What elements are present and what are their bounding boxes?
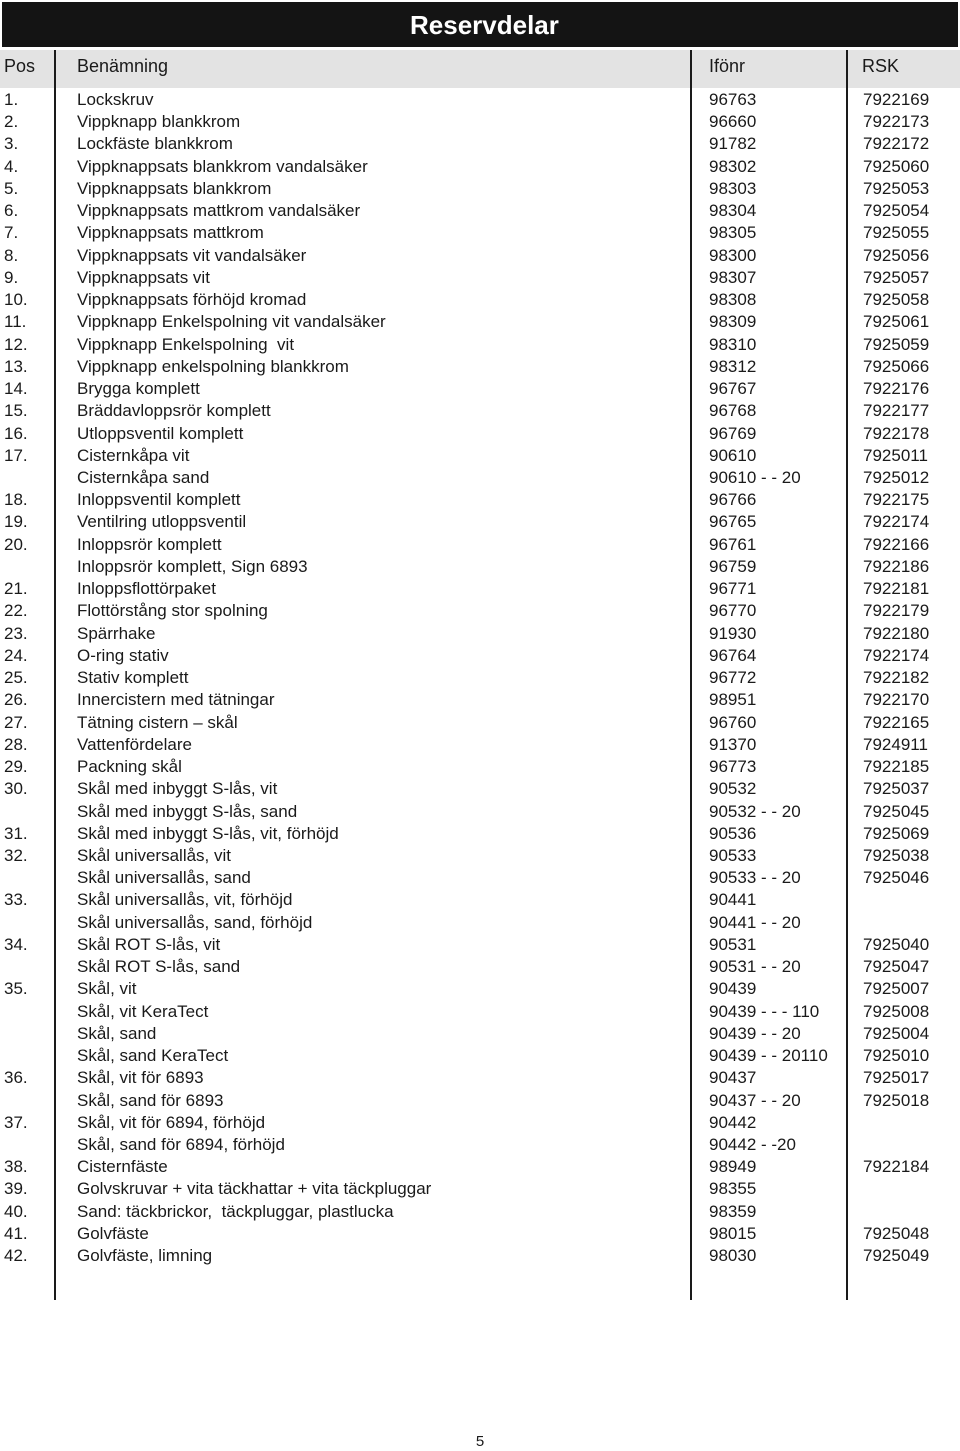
table-row xyxy=(0,267,960,289)
table-row xyxy=(0,778,960,800)
rsk-cell: 7925057 xyxy=(863,267,930,287)
name-cell: Skål, vit för 6893 xyxy=(77,1068,204,1088)
table-row xyxy=(0,623,960,645)
rsk-cell: 7925018 xyxy=(863,1090,930,1110)
rsk-cell: 7922177 xyxy=(863,401,930,421)
rsk-cell: 7925008 xyxy=(863,1001,930,1021)
pos-cell: 41. xyxy=(4,1223,28,1243)
nr-cell: 96763 xyxy=(709,90,757,109)
nr-cell: 96770 xyxy=(709,601,757,621)
name-cell: Golvfäste, limning xyxy=(77,1246,213,1266)
nr-cell: 96759 xyxy=(709,556,757,576)
header-rsk: RSK xyxy=(862,56,900,76)
name-cell: Bräddavloppsrör komplett xyxy=(77,401,271,421)
nr-cell: 90437 xyxy=(709,1068,757,1088)
pos-cell: 24. xyxy=(4,645,28,665)
name-cell: Sand: täckbrickor, täckpluggar, plastlucka xyxy=(77,1201,394,1221)
rsk-cell: 7925017 xyxy=(863,1068,930,1088)
table-row xyxy=(0,1090,960,1112)
nr-cell: 90610 xyxy=(709,445,757,465)
table-row xyxy=(0,1201,960,1223)
nr-cell: 90441 xyxy=(709,890,757,910)
nr-cell: 90437 - - 20 xyxy=(709,1090,801,1110)
rsk-cell: 7925058 xyxy=(863,290,930,310)
table-row xyxy=(0,845,960,867)
nr-cell: 90441 - - 20 xyxy=(709,912,801,932)
table-row xyxy=(0,956,960,978)
table-row xyxy=(0,689,960,711)
pos-cell: 23. xyxy=(4,623,28,643)
name-cell: Spärrhake xyxy=(77,623,156,643)
rsk-cell: 7925011 xyxy=(863,445,928,465)
name-cell: Skål universallås, vit, förhöjd xyxy=(77,890,293,910)
name-cell: Golvfäste xyxy=(77,1223,149,1243)
table-row xyxy=(0,645,960,667)
nr-cell: 96760 xyxy=(709,712,757,732)
table-row xyxy=(0,912,960,934)
table-row xyxy=(0,334,960,356)
nr-cell: 90610 - - 20 xyxy=(709,467,801,487)
name-cell: Vippknappsats vit vandalsäker xyxy=(77,245,307,265)
pos-cell: 32. xyxy=(4,845,28,865)
nr-cell: 96768 xyxy=(709,401,757,421)
name-cell: Flottörstång stor spolning xyxy=(77,601,268,621)
name-cell: Golvskruvar + vita täckhattar + vita täckpluggar xyxy=(77,1179,432,1199)
rsk-cell: 7924911 xyxy=(863,734,928,754)
name-cell: Cisternkåpa vit xyxy=(77,445,190,465)
nr-cell: 96767 xyxy=(709,379,757,399)
pos-cell: 4. xyxy=(4,156,19,176)
rsk-cell: 7925056 xyxy=(863,245,930,265)
table-row xyxy=(0,889,960,911)
pos-cell: 10. xyxy=(4,290,28,310)
rsk-cell: 7922179 xyxy=(863,601,930,621)
nr-cell: 96766 xyxy=(709,490,757,510)
nr-cell: 98312 xyxy=(709,356,757,376)
name-cell: Skål, sand för 6893 xyxy=(77,1090,224,1110)
name-cell: Skål universallås, sand xyxy=(77,868,251,888)
name-cell: Lockfäste blankkrom xyxy=(77,134,233,154)
table-row xyxy=(0,489,960,511)
rsk-cell: 7925037 xyxy=(863,779,930,799)
nr-cell: 96761 xyxy=(709,534,757,554)
nr-cell: 98015 xyxy=(709,1223,757,1243)
table-row xyxy=(0,1134,960,1156)
table-row xyxy=(0,89,960,111)
rsk-cell: 7922178 xyxy=(863,423,930,443)
table-row xyxy=(0,978,960,1000)
name-cell: Skål ROT S-lås, sand xyxy=(77,957,241,977)
table-row xyxy=(0,1067,960,1089)
pos-cell: 25. xyxy=(4,668,28,688)
rsk-cell: 7925045 xyxy=(863,801,930,821)
nr-cell: 96764 xyxy=(709,645,757,665)
nr-cell: 98310 xyxy=(709,334,757,354)
name-cell: Cisternfäste xyxy=(77,1157,168,1177)
table-row xyxy=(0,667,960,689)
table-row xyxy=(0,556,960,578)
rsk-cell: 7922170 xyxy=(863,690,930,710)
table-row xyxy=(0,934,960,956)
name-cell: Brygga komplett xyxy=(77,379,200,399)
name-cell: Innercistern med tätningar xyxy=(77,690,275,710)
rsk-cell: 7925047 xyxy=(863,957,930,977)
pos-cell: 35. xyxy=(4,979,28,999)
table-row xyxy=(0,756,960,778)
rsk-cell: 7922185 xyxy=(863,757,930,777)
rsk-cell: 7922173 xyxy=(863,112,930,132)
nr-cell: 90442 xyxy=(709,1112,757,1132)
table-row xyxy=(0,867,960,889)
name-cell: Ventilring utloppsventil xyxy=(77,512,247,532)
nr-cell: 90531 - - 20 xyxy=(709,957,801,977)
table-row xyxy=(0,1023,960,1045)
table-row xyxy=(0,156,960,178)
nr-cell: 91782 xyxy=(709,134,757,154)
rsk-cell: 7922182 xyxy=(863,668,930,688)
table-row xyxy=(0,1045,960,1067)
name-cell: Skål, vit för 6894, förhöjd xyxy=(77,1112,266,1132)
table-row xyxy=(0,289,960,311)
pos-cell: 40. xyxy=(4,1201,28,1221)
rsk-cell: 7922186 xyxy=(863,556,930,576)
rsk-cell: 7925055 xyxy=(863,223,930,243)
table-row xyxy=(0,222,960,244)
nr-cell: 91930 xyxy=(709,623,757,643)
table-row xyxy=(0,801,960,823)
pos-cell: 11. xyxy=(4,312,27,332)
table-row xyxy=(0,1178,960,1200)
table-row xyxy=(0,445,960,467)
nr-cell: 98308 xyxy=(709,290,757,310)
name-cell: Skål universallås, vit xyxy=(77,845,232,865)
nr-cell: 98951 xyxy=(709,690,757,710)
pos-cell: 19. xyxy=(4,512,28,532)
table-row xyxy=(0,578,960,600)
nr-cell: 90439 xyxy=(709,979,757,999)
name-cell: Tätning cistern – skål xyxy=(77,712,238,732)
table-row xyxy=(0,511,960,533)
rsk-cell: 7922174 xyxy=(863,645,930,665)
rsk-cell: 7925053 xyxy=(863,178,930,198)
nr-cell: 96773 xyxy=(709,757,757,777)
nr-cell: 90532 xyxy=(709,779,757,799)
rsk-cell: 7922165 xyxy=(863,712,930,732)
name-cell: Stativ komplett xyxy=(77,668,189,688)
table-row xyxy=(0,600,960,622)
nr-cell: 98307 xyxy=(709,267,757,287)
nr-cell: 90536 xyxy=(709,823,757,843)
rsk-cell: 7925040 xyxy=(863,934,930,954)
pos-cell: 16. xyxy=(4,423,28,443)
page-number: 5 xyxy=(475,1433,485,1450)
name-cell: Skål, vit xyxy=(77,979,137,999)
table-row xyxy=(0,400,960,422)
rsk-cell: 7922172 xyxy=(863,134,930,154)
name-cell: Vippknappsats mattkrom vandalsäker xyxy=(77,201,361,221)
pos-cell: 15. xyxy=(4,401,28,421)
name-cell: Skål med inbyggt S-lås, sand xyxy=(77,801,298,821)
rsk-cell: 7925012 xyxy=(863,467,930,487)
name-cell: Inloppsflottörpaket xyxy=(77,579,216,599)
parts-table xyxy=(0,89,960,1267)
name-cell: Vippknapp Enkelspolning vit vandalsäker xyxy=(77,312,386,332)
rsk-cell: 7925049 xyxy=(863,1246,930,1266)
name-cell: Vippknappsats blankkrom xyxy=(77,178,272,198)
pos-cell: 14. xyxy=(4,379,28,399)
nr-cell: 98305 xyxy=(709,223,757,243)
table-row xyxy=(0,356,960,378)
pos-cell: 31. xyxy=(4,823,28,843)
rsk-cell: 7925004 xyxy=(863,1023,930,1043)
pos-cell: 6. xyxy=(4,201,19,221)
name-cell: Inloppsventil komplett xyxy=(77,490,241,510)
name-cell: Vippknappsats förhöjd kromad xyxy=(77,290,307,310)
rsk-cell: 7925046 xyxy=(863,868,930,888)
table-row xyxy=(0,245,960,267)
title-bar xyxy=(2,2,958,47)
nr-cell: 98303 xyxy=(709,178,757,198)
table-row xyxy=(0,1112,960,1134)
pos-cell: 30. xyxy=(4,779,28,799)
nr-cell: 98355 xyxy=(709,1179,757,1199)
nr-cell: 90439 - - 20110 xyxy=(709,1046,828,1066)
nr-cell: 90439 - - 20 xyxy=(709,1023,801,1043)
nr-cell: 90532 - - 20 xyxy=(709,801,801,821)
pos-cell: 22. xyxy=(4,601,28,621)
nr-cell: 90533 - - 20 xyxy=(709,868,801,888)
nr-cell: 96769 xyxy=(709,423,757,443)
table-row xyxy=(0,1001,960,1023)
name-cell: Skål med inbyggt S-lås, vit xyxy=(77,779,278,799)
table-row xyxy=(0,1245,960,1267)
name-cell: Vippknappsats mattkrom xyxy=(77,223,264,243)
rsk-cell: 7925054 xyxy=(863,201,930,221)
nr-cell: 90533 xyxy=(709,845,757,865)
name-cell: Vippknapp enkelspolning blankkrom xyxy=(77,356,349,376)
pos-cell: 37. xyxy=(4,1112,28,1132)
header-pos: Pos xyxy=(4,56,36,76)
pos-cell: 33. xyxy=(4,890,28,910)
nr-cell: 98302 xyxy=(709,156,757,176)
rsk-cell: 7925061 xyxy=(863,312,930,332)
pos-cell: 9. xyxy=(4,267,19,287)
name-cell: Vippknapp blankkrom xyxy=(77,112,241,132)
rsk-cell: 7922180 xyxy=(863,623,930,643)
pos-cell: 42. xyxy=(4,1246,28,1266)
nr-cell: 91370 xyxy=(709,734,757,754)
pos-cell: 17. xyxy=(4,445,28,465)
rsk-cell: 7922166 xyxy=(863,534,930,554)
name-cell: Vattenfördelare xyxy=(77,734,192,754)
table-row xyxy=(0,823,960,845)
pos-cell: 39. xyxy=(4,1179,28,1199)
name-cell: O-ring stativ xyxy=(77,645,169,665)
table-row xyxy=(0,178,960,200)
name-cell: Skål, sand xyxy=(77,1023,157,1043)
rsk-cell: 7925060 xyxy=(863,156,930,176)
pos-cell: 2. xyxy=(4,112,19,132)
rsk-cell: 7922176 xyxy=(863,379,930,399)
table-row xyxy=(0,200,960,222)
pos-cell: 26. xyxy=(4,690,28,710)
rsk-cell: 7922174 xyxy=(863,512,930,532)
table-row xyxy=(0,111,960,133)
name-cell: Cisternkåpa sand xyxy=(77,467,210,487)
table-row xyxy=(0,712,960,734)
name-cell: Skål, sand för 6894, förhöjd xyxy=(77,1135,285,1155)
table-row xyxy=(0,378,960,400)
name-cell: Packning skål xyxy=(77,757,182,777)
pos-cell: 18. xyxy=(4,490,28,510)
pos-cell: 34. xyxy=(4,934,28,954)
page-title: Reservdelar xyxy=(410,10,559,40)
nr-cell: 98359 xyxy=(709,1201,757,1221)
pos-cell: 8. xyxy=(4,245,19,265)
header-nr: Ifönr xyxy=(709,56,746,76)
rsk-cell: 7925069 xyxy=(863,823,930,843)
pos-cell: 20. xyxy=(4,534,28,554)
pos-cell: 21. xyxy=(4,579,28,599)
nr-cell: 96772 xyxy=(709,668,757,688)
pos-cell: 27. xyxy=(4,712,28,732)
rsk-cell: 7925048 xyxy=(863,1223,930,1243)
rsk-cell: 7922175 xyxy=(863,490,930,510)
header-name: Benämning xyxy=(77,56,169,76)
pos-cell: 13. xyxy=(4,356,28,376)
pos-cell: 5. xyxy=(4,178,19,198)
name-cell: Inloppsrör komplett xyxy=(77,534,222,554)
nr-cell: 90439 - - - 110 xyxy=(709,1001,820,1021)
pos-cell: 3. xyxy=(4,134,19,154)
nr-cell: 96765 xyxy=(709,512,757,532)
name-cell: Inloppsrör komplett, Sign 6893 xyxy=(77,556,308,576)
nr-cell: 98300 xyxy=(709,245,757,265)
name-cell: Skål universallås, sand, förhöjd xyxy=(77,912,313,932)
rsk-cell: 7925066 xyxy=(863,356,930,376)
name-cell: Skål ROT S-lås, vit xyxy=(77,934,221,954)
name-cell: Skål, sand KeraTect xyxy=(77,1046,229,1066)
table-row xyxy=(0,467,960,489)
table-row xyxy=(0,311,960,333)
table-row xyxy=(0,1156,960,1178)
nr-cell: 96771 xyxy=(709,579,757,599)
nr-cell: 98304 xyxy=(709,201,757,221)
rsk-cell: 7925010 xyxy=(863,1046,930,1066)
nr-cell: 98949 xyxy=(709,1157,757,1177)
nr-cell: 90442 - -20 xyxy=(709,1135,796,1155)
name-cell: Lockskruv xyxy=(77,90,154,109)
name-cell: Skål med inbyggt S-lås, vit, förhöjd xyxy=(77,823,339,843)
pos-cell: 7. xyxy=(4,223,19,243)
rsk-cell: 7925007 xyxy=(863,979,930,999)
rsk-cell: 7922169 xyxy=(863,90,930,109)
rsk-cell: 7922184 xyxy=(863,1157,930,1177)
pos-cell: 36. xyxy=(4,1068,28,1088)
table-row xyxy=(0,423,960,445)
nr-cell: 96660 xyxy=(709,112,757,132)
table-header xyxy=(0,50,960,88)
name-cell: Vippknapp Enkelspolning vit xyxy=(77,334,295,354)
pos-cell: 12. xyxy=(4,334,28,354)
table-row xyxy=(0,1223,960,1245)
pos-cell: 1. xyxy=(4,90,19,109)
pos-cell: 38. xyxy=(4,1157,28,1177)
name-cell: Skål, vit KeraTect xyxy=(77,1001,209,1021)
rsk-cell: 7925038 xyxy=(863,845,930,865)
name-cell: Utloppsventil komplett xyxy=(77,423,244,443)
pos-cell: 28. xyxy=(4,734,28,754)
rsk-cell: 7925059 xyxy=(863,334,930,354)
rsk-cell: 7922181 xyxy=(863,579,930,599)
name-cell: Vippknappsats vit xyxy=(77,267,210,287)
table-row xyxy=(0,133,960,155)
table-row xyxy=(0,734,960,756)
pos-cell: 29. xyxy=(4,757,28,777)
name-cell: Vippknappsats blankkrom vandalsäker xyxy=(77,156,368,176)
nr-cell: 98309 xyxy=(709,312,757,332)
table-row xyxy=(0,534,960,556)
nr-cell: 98030 xyxy=(709,1246,757,1266)
nr-cell: 90531 xyxy=(709,934,757,954)
